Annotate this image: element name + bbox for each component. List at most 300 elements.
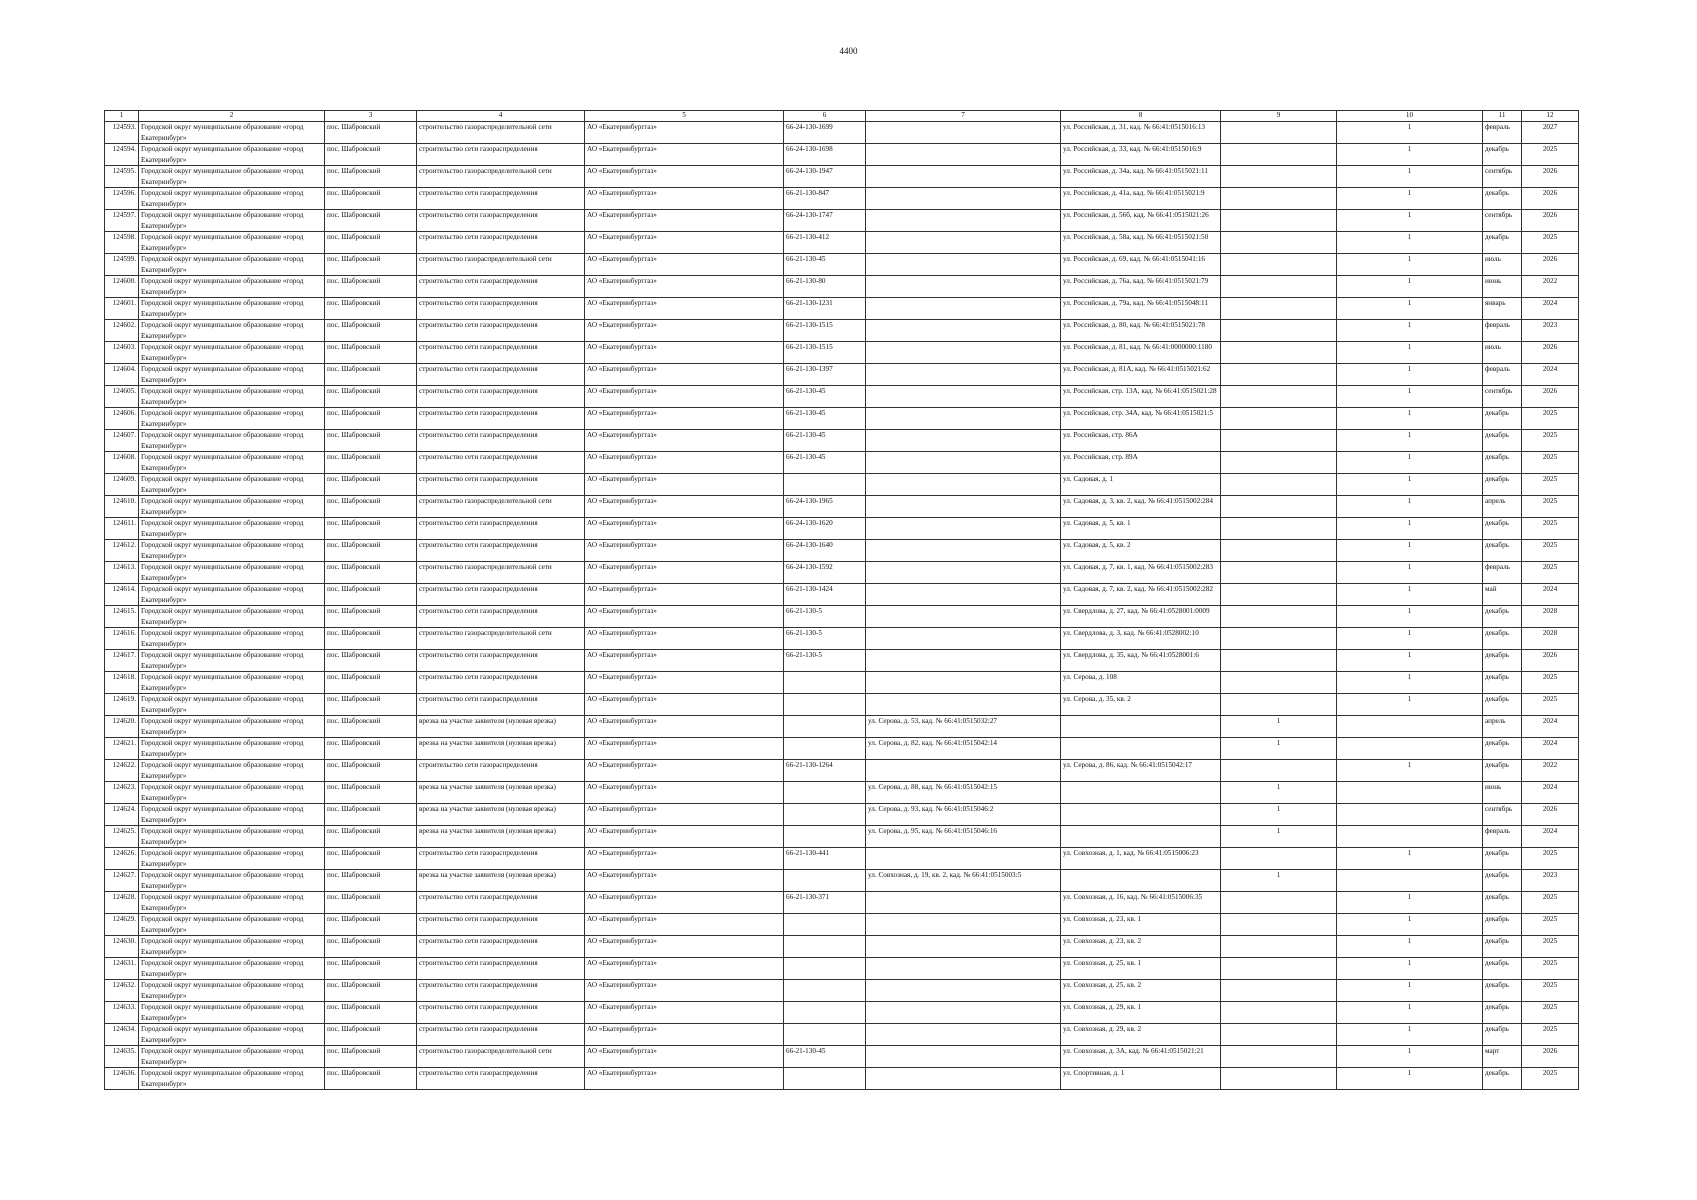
cell-construction-address: ул. Садовая, д. 3, кв. 2, кад. № 66:41:0515002:284 — [1061, 496, 1221, 518]
cell-cutin-count — [1221, 188, 1337, 210]
cell-municipality: Городской округ муниципальное образование «город Екатеринбург» — [139, 804, 325, 826]
cell-year: 2025 — [1522, 892, 1579, 914]
table-row — [105, 848, 1579, 870]
table-row — [105, 826, 1579, 848]
cell-municipality: Городской округ муниципальное образование «город Екатеринбург» — [139, 562, 325, 584]
cell-permit-number — [784, 826, 866, 848]
cell-year: 2024 — [1522, 584, 1579, 606]
cell-settlement: пос. Шабровский — [325, 474, 417, 496]
cell-cutin-count — [1221, 540, 1337, 562]
cell-organization: АО «Екатеринбурггаз» — [585, 628, 784, 650]
cell-year: 2022 — [1522, 760, 1579, 782]
cell-construction-address — [1061, 782, 1221, 804]
cell-permit-number: 66-21-130-1264 — [784, 760, 866, 782]
cell-month: декабрь — [1483, 232, 1522, 254]
cell-settlement: пос. Шабровский — [325, 188, 417, 210]
table-row — [105, 672, 1579, 694]
cell-cutin-count — [1221, 958, 1337, 980]
cell-organization: АО «Екатеринбурггаз» — [585, 672, 784, 694]
cell-permit-number: 66-24-130-1965 — [784, 496, 866, 518]
cell-construction-address: ул. Свердлова, д. 35, кад. № 66:41:0528001:6 — [1061, 650, 1221, 672]
cell-construction-count: 1 — [1337, 320, 1483, 342]
cell-settlement: пос. Шабровский — [325, 628, 417, 650]
cell-cutin-address: ул. Серова, д. 88, кад. № 66:41:0515042:15 — [866, 782, 1061, 804]
cell-construction-count: 1 — [1337, 254, 1483, 276]
cell-construction-address: ул. Российская, стр. 86А — [1061, 430, 1221, 452]
cell-month: декабрь — [1483, 606, 1522, 628]
cell-year: 2026 — [1522, 1046, 1579, 1068]
cell-settlement: пос. Шабровский — [325, 1024, 417, 1046]
cell-settlement: пос. Шабровский — [325, 870, 417, 892]
cell-construction-count: 1 — [1337, 188, 1483, 210]
column-header-1: 1 — [105, 111, 139, 122]
cell-construction-address: ул. Свердлова, д. 3, кад. № 66:41:0528002:10 — [1061, 628, 1221, 650]
cell-cutin-address — [866, 958, 1061, 980]
table-row — [105, 188, 1579, 210]
cell-cutin-count — [1221, 672, 1337, 694]
cell-organization: АО «Екатеринбурггаз» — [585, 1046, 784, 1068]
cell-record-number: 124601. — [105, 298, 139, 320]
cell-year: 2025 — [1522, 936, 1579, 958]
cell-municipality: Городской округ муниципальное образование «город Екатеринбург» — [139, 760, 325, 782]
table-row — [105, 144, 1579, 166]
cell-record-number: 124607. — [105, 430, 139, 452]
cell-cutin-count — [1221, 298, 1337, 320]
cell-cutin-address — [866, 936, 1061, 958]
cell-year: 2026 — [1522, 188, 1579, 210]
cell-organization: АО «Екатеринбурггаз» — [585, 364, 784, 386]
cell-month: январь — [1483, 298, 1522, 320]
cell-cutin-count — [1221, 1024, 1337, 1046]
cell-work-type: строительство сети газораспределения — [417, 848, 585, 870]
cell-settlement: пос. Шабровский — [325, 892, 417, 914]
cell-construction-count — [1337, 804, 1483, 826]
cell-construction-count: 1 — [1337, 1046, 1483, 1068]
cell-organization: АО «Екатеринбурггаз» — [585, 298, 784, 320]
cell-work-type: строительство сети газораспределения — [417, 408, 585, 430]
cell-cutin-count: 1 — [1221, 870, 1337, 892]
cell-construction-address: ул. Садовая, д. 5, кв. 1 — [1061, 518, 1221, 540]
cell-year: 2024 — [1522, 364, 1579, 386]
column-header-3: 3 — [325, 111, 417, 122]
cell-organization: АО «Екатеринбурггаз» — [585, 342, 784, 364]
cell-year: 2026 — [1522, 254, 1579, 276]
column-header-11: 11 — [1483, 111, 1522, 122]
cell-settlement: пос. Шабровский — [325, 958, 417, 980]
table-row — [105, 1002, 1579, 1024]
cell-permit-number — [784, 738, 866, 760]
column-header-12: 12 — [1522, 111, 1579, 122]
cell-construction-count — [1337, 870, 1483, 892]
cell-year: 2025 — [1522, 144, 1579, 166]
cell-permit-number — [784, 936, 866, 958]
table-row — [105, 1068, 1579, 1090]
cell-record-number: 124613. — [105, 562, 139, 584]
cell-month: декабрь — [1483, 452, 1522, 474]
cell-record-number: 124595. — [105, 166, 139, 188]
cell-cutin-count — [1221, 210, 1337, 232]
cell-cutin-count — [1221, 518, 1337, 540]
cell-permit-number: 66-21-130-441 — [784, 848, 866, 870]
cell-year: 2026 — [1522, 342, 1579, 364]
cell-municipality: Городской округ муниципальное образование «город Екатеринбург» — [139, 166, 325, 188]
table-row — [105, 210, 1579, 232]
cell-settlement: пос. Шабровский — [325, 716, 417, 738]
cell-record-number: 124616. — [105, 628, 139, 650]
cell-municipality: Городской округ муниципальное образование «город Екатеринбург» — [139, 518, 325, 540]
cell-permit-number — [784, 672, 866, 694]
cell-settlement: пос. Шабровский — [325, 122, 417, 144]
cell-permit-number: 66-21-130-1515 — [784, 320, 866, 342]
cell-construction-address: ул. Совхозная, д. 29, кв. 1 — [1061, 1002, 1221, 1024]
cell-month: декабрь — [1483, 870, 1522, 892]
cell-organization: АО «Екатеринбурггаз» — [585, 760, 784, 782]
cell-work-type: врезка на участке заявителя (нулевая врезка) — [417, 804, 585, 826]
cell-construction-count: 1 — [1337, 122, 1483, 144]
cell-organization: АО «Екатеринбурггаз» — [585, 430, 784, 452]
cell-month: декабрь — [1483, 694, 1522, 716]
cell-cutin-count — [1221, 584, 1337, 606]
cell-record-number: 124622. — [105, 760, 139, 782]
cell-organization: АО «Екатеринбурггаз» — [585, 870, 784, 892]
cell-cutin-count — [1221, 144, 1337, 166]
column-header-8: 8 — [1061, 111, 1221, 122]
cell-permit-number: 66-21-130-1397 — [784, 364, 866, 386]
cell-organization: АО «Екатеринбурггаз» — [585, 452, 784, 474]
cell-cutin-address: ул. Совхозная, д. 19, кв. 2, кад. № 66:41:0515003:5 — [866, 870, 1061, 892]
cell-month: декабрь — [1483, 760, 1522, 782]
cell-municipality: Городской округ муниципальное образование «город Екатеринбург» — [139, 672, 325, 694]
cell-permit-number: 66-21-130-371 — [784, 892, 866, 914]
cell-municipality: Городской округ муниципальное образование «город Екатеринбург» — [139, 1002, 325, 1024]
cell-work-type: строительство газораспределительной сети — [417, 496, 585, 518]
cell-construction-address: ул. Серова, д. 86, кад. № 66:41:0515042:17 — [1061, 760, 1221, 782]
cell-settlement: пос. Шабровский — [325, 408, 417, 430]
cell-record-number: 124624. — [105, 804, 139, 826]
cell-year: 2024 — [1522, 782, 1579, 804]
cell-organization: АО «Екатеринбурггаз» — [585, 232, 784, 254]
cell-month: декабрь — [1483, 980, 1522, 1002]
cell-record-number: 124614. — [105, 584, 139, 606]
cell-cutin-count — [1221, 408, 1337, 430]
cell-settlement: пос. Шабровский — [325, 320, 417, 342]
table-row — [105, 738, 1579, 760]
cell-permit-number — [784, 1002, 866, 1024]
cell-construction-address: ул. Российская, д. 81, кад. № 66:41:0000000:1180 — [1061, 342, 1221, 364]
cell-cutin-address — [866, 232, 1061, 254]
cell-cutin-address — [866, 562, 1061, 584]
cell-construction-count: 1 — [1337, 892, 1483, 914]
cell-month: декабрь — [1483, 914, 1522, 936]
cell-year: 2025 — [1522, 980, 1579, 1002]
cell-work-type: строительство сети газораспределения — [417, 1024, 585, 1046]
cell-year: 2025 — [1522, 694, 1579, 716]
cell-record-number: 124635. — [105, 1046, 139, 1068]
cell-work-type: строительство сети газораспределения — [417, 892, 585, 914]
cell-construction-count: 1 — [1337, 364, 1483, 386]
cell-permit-number — [784, 716, 866, 738]
cell-construction-address: ул. Совхозная, д. 1, кад. № 66:41:0515006:23 — [1061, 848, 1221, 870]
cell-cutin-address — [866, 364, 1061, 386]
cell-work-type: строительство сети газораспределения — [417, 298, 585, 320]
cell-settlement: пос. Шабровский — [325, 430, 417, 452]
cell-work-type: строительство сети газораспределения — [417, 188, 585, 210]
table-row — [105, 584, 1579, 606]
cell-construction-count: 1 — [1337, 232, 1483, 254]
cell-construction-count: 1 — [1337, 980, 1483, 1002]
table-row — [105, 870, 1579, 892]
cell-cutin-count — [1221, 276, 1337, 298]
cell-month: сентябрь — [1483, 210, 1522, 232]
cell-municipality: Городской округ муниципальное образование «город Екатеринбург» — [139, 540, 325, 562]
cell-record-number: 124620. — [105, 716, 139, 738]
cell-permit-number: 66-21-130-1231 — [784, 298, 866, 320]
cell-month: май — [1483, 584, 1522, 606]
cell-construction-address: ул. Садовая, д. 7, кв. 2, кад. № 66:41:0515002:282 — [1061, 584, 1221, 606]
table-row — [105, 650, 1579, 672]
cell-cutin-count: 1 — [1221, 716, 1337, 738]
table-row — [105, 694, 1579, 716]
table-row — [105, 232, 1579, 254]
cell-municipality: Городской округ муниципальное образование «город Екатеринбург» — [139, 276, 325, 298]
gas-connection-register-table — [104, 110, 1579, 1090]
cell-organization: АО «Екатеринбурггаз» — [585, 386, 784, 408]
cell-cutin-count — [1221, 320, 1337, 342]
cell-year: 2025 — [1522, 518, 1579, 540]
page-number: 4400 — [839, 46, 858, 56]
cell-cutin-count: 1 — [1221, 804, 1337, 826]
cell-organization: АО «Екатеринбурггаз» — [585, 474, 784, 496]
cell-cutin-count — [1221, 694, 1337, 716]
cell-construction-count: 1 — [1337, 650, 1483, 672]
cell-work-type: строительство сети газораспределения — [417, 276, 585, 298]
cell-cutin-address — [866, 848, 1061, 870]
cell-work-type: строительство сети газораспределения — [417, 650, 585, 672]
cell-year: 2028 — [1522, 606, 1579, 628]
table-row — [105, 540, 1579, 562]
cell-cutin-address — [866, 672, 1061, 694]
cell-settlement: пос. Шабровский — [325, 166, 417, 188]
cell-record-number: 124593. — [105, 122, 139, 144]
cell-record-number: 124632. — [105, 980, 139, 1002]
cell-municipality: Городской округ муниципальное образование «город Екатеринбург» — [139, 210, 325, 232]
cell-month: февраль — [1483, 122, 1522, 144]
cell-permit-number: 66-21-130-5 — [784, 650, 866, 672]
cell-construction-address: ул. Российская, д. 79а, кад. № 66:41:0515048:11 — [1061, 298, 1221, 320]
column-header-5: 5 — [585, 111, 784, 122]
cell-settlement: пос. Шабровский — [325, 1046, 417, 1068]
cell-municipality: Городской округ муниципальное образование «город Екатеринбург» — [139, 914, 325, 936]
cell-cutin-address — [866, 386, 1061, 408]
cell-settlement: пос. Шабровский — [325, 760, 417, 782]
cell-settlement: пос. Шабровский — [325, 980, 417, 1002]
cell-cutin-address — [866, 276, 1061, 298]
table-row — [105, 496, 1579, 518]
cell-municipality: Городской округ муниципальное образование «город Екатеринбург» — [139, 848, 325, 870]
cell-record-number: 124604. — [105, 364, 139, 386]
cell-month: март — [1483, 1046, 1522, 1068]
cell-cutin-address — [866, 584, 1061, 606]
cell-construction-count: 1 — [1337, 606, 1483, 628]
cell-permit-number — [784, 474, 866, 496]
cell-cutin-count — [1221, 166, 1337, 188]
cell-construction-address: ул. Садовая, д. 5, кв. 2 — [1061, 540, 1221, 562]
cell-organization: АО «Екатеринбурггаз» — [585, 848, 784, 870]
cell-construction-count: 1 — [1337, 628, 1483, 650]
cell-cutin-count — [1221, 474, 1337, 496]
cell-cutin-address — [866, 892, 1061, 914]
table-row — [105, 276, 1579, 298]
cell-construction-address: ул. Российская, д. 58а, кад. № 66:41:0515021:50 — [1061, 232, 1221, 254]
cell-work-type: врезка на участке заявителя (нулевая врезка) — [417, 782, 585, 804]
cell-municipality: Городской округ муниципальное образование «город Екатеринбург» — [139, 188, 325, 210]
cell-permit-number — [784, 1024, 866, 1046]
cell-settlement: пос. Шабровский — [325, 562, 417, 584]
cell-cutin-address: ул. Серова, д. 95, кад. № 66:41:0515046:16 — [866, 826, 1061, 848]
cell-cutin-count — [1221, 386, 1337, 408]
cell-year: 2024 — [1522, 738, 1579, 760]
cell-month: декабрь — [1483, 144, 1522, 166]
cell-month: июнь — [1483, 782, 1522, 804]
cell-cutin-count: 1 — [1221, 782, 1337, 804]
cell-construction-count — [1337, 826, 1483, 848]
cell-municipality: Городской округ муниципальное образование «город Екатеринбург» — [139, 1068, 325, 1090]
cell-record-number: 124615. — [105, 606, 139, 628]
cell-month: декабрь — [1483, 892, 1522, 914]
cell-municipality: Городской округ муниципальное образование «город Екатеринбург» — [139, 826, 325, 848]
cell-construction-count: 1 — [1337, 562, 1483, 584]
cell-month: февраль — [1483, 826, 1522, 848]
cell-work-type: строительство сети газораспределения — [417, 430, 585, 452]
cell-permit-number — [784, 694, 866, 716]
cell-cutin-address — [866, 122, 1061, 144]
cell-permit-number: 66-21-130-412 — [784, 232, 866, 254]
cell-record-number: 124608. — [105, 452, 139, 474]
cell-cutin-address — [866, 1002, 1061, 1024]
table-row — [105, 386, 1579, 408]
cell-month: декабрь — [1483, 540, 1522, 562]
cell-organization: АО «Екатеринбурггаз» — [585, 408, 784, 430]
table-row — [105, 958, 1579, 980]
cell-year: 2028 — [1522, 628, 1579, 650]
cell-record-number: 124636. — [105, 1068, 139, 1090]
table-row — [105, 408, 1579, 430]
cell-work-type: строительство сети газораспределения — [417, 210, 585, 232]
cell-construction-address — [1061, 738, 1221, 760]
cell-cutin-address — [866, 144, 1061, 166]
cell-settlement: пос. Шабровский — [325, 518, 417, 540]
cell-settlement: пос. Шабровский — [325, 650, 417, 672]
cell-year: 2026 — [1522, 210, 1579, 232]
cell-record-number: 124628. — [105, 892, 139, 914]
cell-year: 2024 — [1522, 298, 1579, 320]
table-row — [105, 606, 1579, 628]
cell-record-number: 124600. — [105, 276, 139, 298]
cell-construction-count: 1 — [1337, 474, 1483, 496]
cell-construction-count: 1 — [1337, 518, 1483, 540]
cell-year: 2025 — [1522, 232, 1579, 254]
cell-municipality: Городской округ муниципальное образование «город Екатеринбург» — [139, 474, 325, 496]
cell-organization: АО «Екатеринбурггаз» — [585, 166, 784, 188]
table-row — [105, 298, 1579, 320]
cell-municipality: Городской округ муниципальное образование «город Екатеринбург» — [139, 232, 325, 254]
cell-month: декабрь — [1483, 958, 1522, 980]
cell-month: декабрь — [1483, 628, 1522, 650]
cell-settlement: пос. Шабровский — [325, 826, 417, 848]
cell-construction-count: 1 — [1337, 408, 1483, 430]
cell-month: декабрь — [1483, 430, 1522, 452]
cell-month: сентябрь — [1483, 804, 1522, 826]
column-header-6: 6 — [784, 111, 866, 122]
cell-settlement: пос. Шабровский — [325, 1002, 417, 1024]
cell-month: декабрь — [1483, 672, 1522, 694]
cell-construction-address: ул. Российская, д. 76а, кад. № 66:41:0515021:79 — [1061, 276, 1221, 298]
cell-organization: АО «Екатеринбурггаз» — [585, 254, 784, 276]
cell-municipality: Городской округ муниципальное образование «город Екатеринбург» — [139, 496, 325, 518]
cell-record-number: 124617. — [105, 650, 139, 672]
cell-municipality: Городской округ муниципальное образование «город Екатеринбург» — [139, 936, 325, 958]
cell-cutin-address — [866, 1068, 1061, 1090]
cell-month: июль — [1483, 342, 1522, 364]
cell-year: 2022 — [1522, 276, 1579, 298]
cell-month: декабрь — [1483, 408, 1522, 430]
cell-construction-count: 1 — [1337, 342, 1483, 364]
cell-cutin-count — [1221, 452, 1337, 474]
cell-month: сентябрь — [1483, 386, 1522, 408]
cell-year: 2024 — [1522, 716, 1579, 738]
column-header-4: 4 — [417, 111, 585, 122]
table-row — [105, 804, 1579, 826]
cell-construction-count: 1 — [1337, 540, 1483, 562]
table-row — [105, 562, 1579, 584]
cell-cutin-address — [866, 1046, 1061, 1068]
cell-organization: АО «Екатеринбурггаз» — [585, 320, 784, 342]
cell-permit-number: 66-24-130-1747 — [784, 210, 866, 232]
cell-organization: АО «Екатеринбурггаз» — [585, 606, 784, 628]
cell-cutin-count — [1221, 1068, 1337, 1090]
cell-year: 2025 — [1522, 562, 1579, 584]
cell-municipality: Городской округ муниципальное образование «город Екатеринбург» — [139, 1024, 325, 1046]
cell-construction-count: 1 — [1337, 430, 1483, 452]
cell-settlement: пос. Шабровский — [325, 848, 417, 870]
cell-construction-count: 1 — [1337, 958, 1483, 980]
cell-work-type: строительство сети газораспределения — [417, 936, 585, 958]
cell-cutin-count — [1221, 914, 1337, 936]
cell-cutin-address — [866, 650, 1061, 672]
cell-construction-address — [1061, 716, 1221, 738]
cell-construction-count: 1 — [1337, 276, 1483, 298]
cell-permit-number — [784, 1068, 866, 1090]
cell-municipality: Городской округ муниципальное образование «город Екатеринбург» — [139, 408, 325, 430]
cell-month: декабрь — [1483, 848, 1522, 870]
cell-work-type: строительство сети газораспределения — [417, 606, 585, 628]
cell-month: декабрь — [1483, 474, 1522, 496]
cell-record-number: 124619. — [105, 694, 139, 716]
cell-work-type: строительство сети газораспределения — [417, 518, 585, 540]
cell-organization: АО «Екатеринбурггаз» — [585, 1024, 784, 1046]
cell-construction-count: 1 — [1337, 496, 1483, 518]
cell-municipality: Городской округ муниципальное образование «город Екатеринбург» — [139, 430, 325, 452]
cell-organization: АО «Екатеринбурггаз» — [585, 980, 784, 1002]
cell-month: февраль — [1483, 562, 1522, 584]
cell-construction-count: 1 — [1337, 1002, 1483, 1024]
cell-municipality: Городской округ муниципальное образование «город Екатеринбург» — [139, 122, 325, 144]
cell-cutin-count — [1221, 628, 1337, 650]
cell-work-type: строительство газораспределительной сети — [417, 562, 585, 584]
cell-work-type: строительство сети газораспределения — [417, 474, 585, 496]
cell-settlement: пос. Шабровский — [325, 276, 417, 298]
cell-cutin-address — [866, 210, 1061, 232]
